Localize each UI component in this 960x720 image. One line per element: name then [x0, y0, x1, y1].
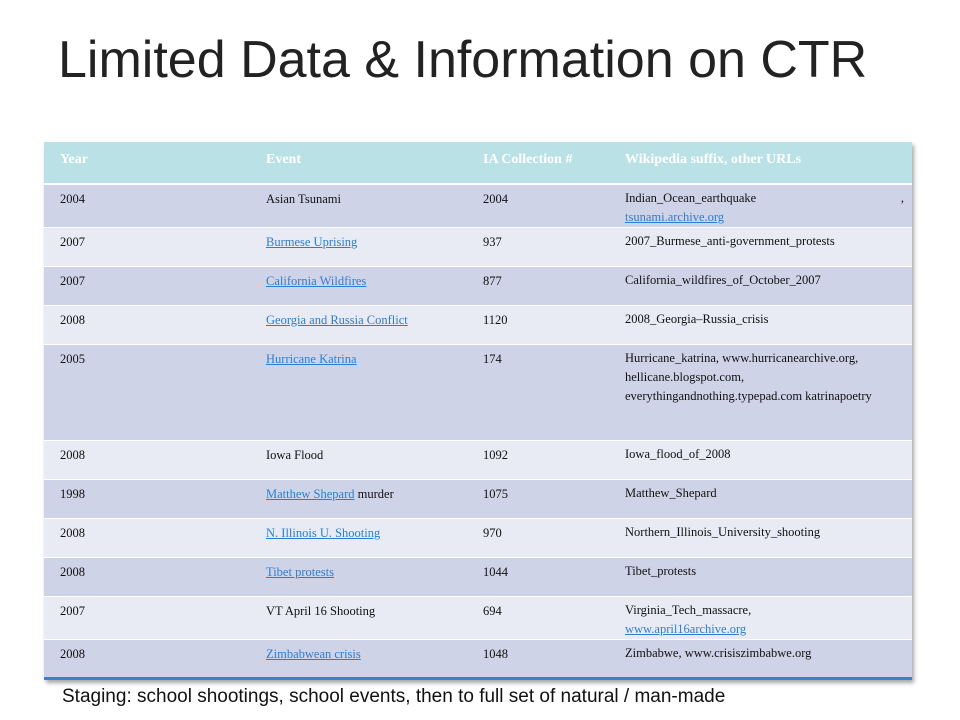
cell-wikipedia [609, 519, 912, 558]
cell-wikipedia [609, 267, 912, 306]
cell-wikipedia [609, 558, 912, 597]
event-link[interactable]: N. Illinois U. Shooting [266, 526, 381, 540]
table-row [44, 184, 912, 228]
event-link[interactable]: Matthew Shepard [266, 487, 355, 501]
cell-wikipedia [609, 345, 912, 441]
cell-collection: 694 [467, 597, 609, 640]
wiki-suffix: Zimbabwe, www.crisiszimbabwe.org [625, 646, 812, 660]
events-table [44, 142, 912, 680]
event-link[interactable]: Hurricane Katrina [266, 352, 357, 366]
wiki-suffix: Hurricane_katrina, www.hurricanearchive.org, hellicane.blogspot.com, everythingandnothing.typepad.com katrinapoetry [625, 351, 872, 403]
cell-collection: 2004 [467, 184, 609, 228]
cell-collection: 1048 [467, 640, 609, 680]
cell-event [250, 558, 467, 597]
wiki-suffix: 2007_Burmese_anti-government_protests [625, 234, 835, 248]
wiki-suffix: Indian_Ocean_earthquake [625, 191, 757, 205]
wiki-suffix: Northern_Illinois_University_shooting [625, 525, 821, 539]
wiki-suffix: California_wildfires_of_October_2007 [625, 273, 821, 287]
cell-wikipedia [609, 640, 912, 680]
cell-event [250, 597, 467, 640]
cell-year: 2004 [44, 184, 250, 228]
cell-collection: 1044 [467, 558, 609, 597]
table-row [44, 597, 912, 640]
cell-year: 1998 [44, 480, 250, 519]
event-text: VT April 16 Shooting [266, 604, 376, 618]
cell-year: 2007 [44, 228, 250, 267]
cell-event [250, 519, 467, 558]
header-year: Year [44, 142, 250, 184]
cell-year: 2005 [44, 345, 250, 441]
cell-collection: 970 [467, 519, 609, 558]
event-text: Iowa Flood [266, 448, 324, 462]
event-link[interactable]: Georgia and Russia Conflict [266, 313, 408, 327]
cell-wikipedia [609, 597, 912, 640]
wiki-url-link[interactable]: tsunami.archive.org [625, 210, 725, 224]
cell-event [250, 306, 467, 345]
cell-event [250, 345, 467, 441]
table-row [44, 345, 912, 441]
table-row [44, 519, 912, 558]
cell-wikipedia [609, 480, 912, 519]
table-row [44, 306, 912, 345]
wiki-suffix: Iowa_flood_of_2008 [625, 447, 731, 461]
event-link[interactable]: California Wildfires [266, 274, 367, 288]
wiki-suffix: Tibet_protests [625, 564, 697, 578]
header-wikipedia: Wikipedia suffix, other URLs [609, 142, 912, 184]
cell-collection: 1092 [467, 441, 609, 480]
table-row [44, 640, 912, 680]
table-row [44, 441, 912, 480]
cell-year: 2008 [44, 640, 250, 680]
event-suffix: murder [354, 487, 394, 501]
cell-collection: 1120 [467, 306, 609, 345]
cell-event [250, 267, 467, 306]
event-link[interactable]: Zimbabwean crisis [266, 647, 361, 661]
event-link[interactable]: Burmese Uprising [266, 235, 358, 249]
footer-note: Staging: school shootings, school events, then to full set of natural / man-made [62, 686, 726, 707]
cell-event [250, 640, 467, 680]
header-collection: IA Collection # [467, 142, 609, 184]
table-row [44, 480, 912, 519]
table-header-row [44, 142, 912, 184]
cell-year: 2008 [44, 441, 250, 480]
cell-wikipedia [609, 228, 912, 267]
table-row [44, 558, 912, 597]
cell-year: 2008 [44, 306, 250, 345]
wiki-url-link[interactable]: www.april16archive.org [625, 622, 747, 636]
cell-year: 2008 [44, 519, 250, 558]
accent-bar [44, 677, 912, 680]
table-row [44, 228, 912, 267]
cell-year: 2007 [44, 267, 250, 306]
cell-wikipedia [609, 441, 912, 480]
cell-wikipedia [609, 184, 912, 228]
wiki-separator: , [900, 191, 904, 205]
cell-event [250, 480, 467, 519]
slide-title: Limited Data & Information on CTR [58, 31, 868, 89]
wiki-suffix: Matthew_Shepard [625, 486, 717, 500]
cell-wikipedia [609, 306, 912, 345]
wiki-suffix: Virginia_Tech_massacre, [625, 603, 752, 617]
cell-event [250, 184, 467, 228]
cell-event [250, 228, 467, 267]
cell-collection: 1075 [467, 480, 609, 519]
cell-collection: 877 [467, 267, 609, 306]
cell-collection: 174 [467, 345, 609, 441]
cell-collection: 937 [467, 228, 609, 267]
table-row [44, 267, 912, 306]
cell-year: 2007 [44, 597, 250, 640]
header-event: Event [250, 142, 467, 184]
wiki-suffix: 2008_Georgia–Russia_crisis [625, 312, 769, 326]
cell-year: 2008 [44, 558, 250, 597]
event-text: Asian Tsunami [266, 192, 341, 206]
event-link[interactable]: Tibet protests [266, 565, 334, 579]
cell-event [250, 441, 467, 480]
